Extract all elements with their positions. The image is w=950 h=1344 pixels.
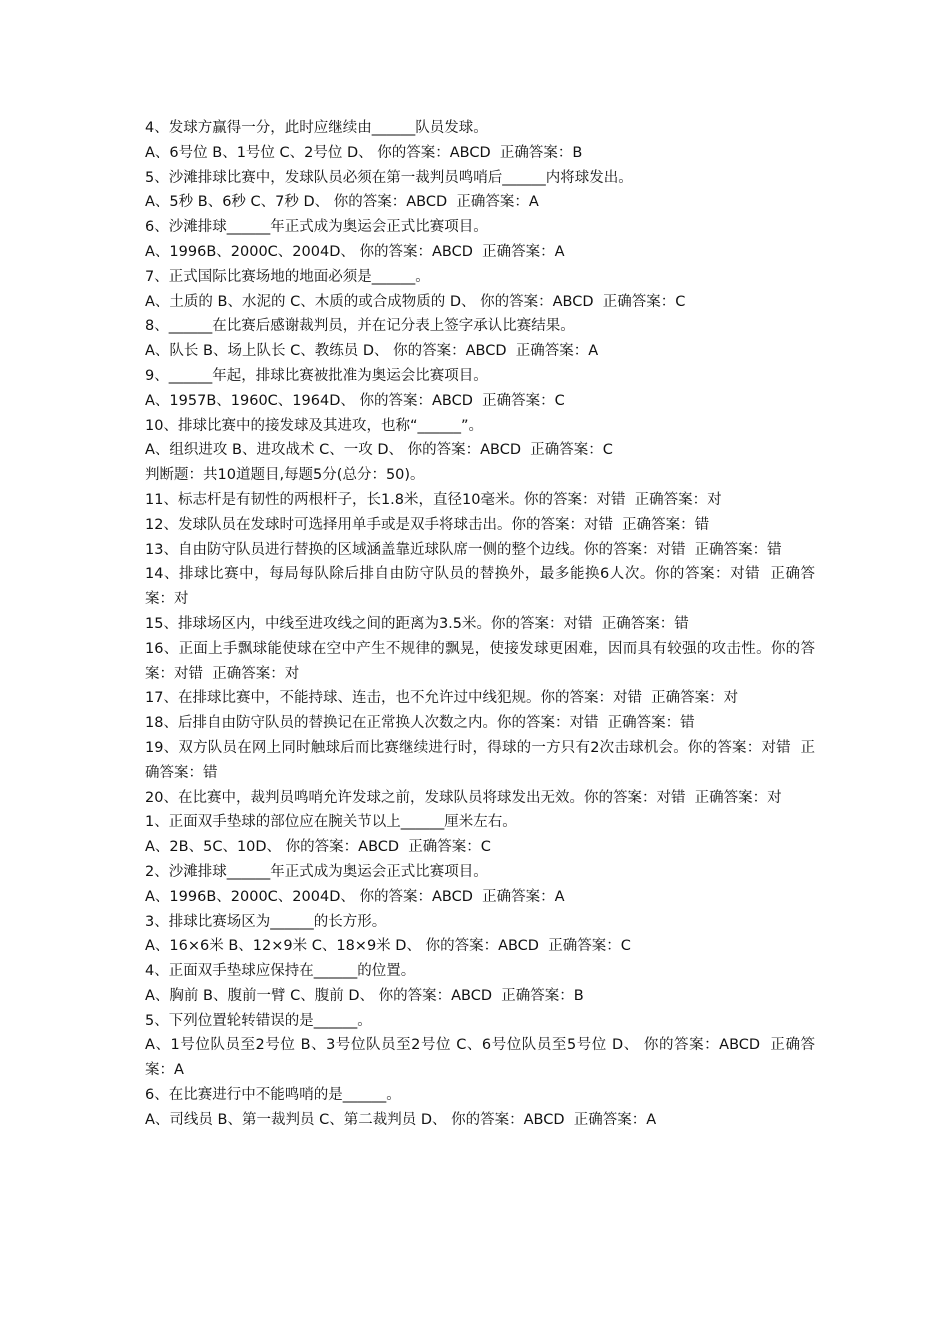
- text-line: 18、后排自由防守队员的替换记在正常换人次数之内。你的答案：对错 正确答案：错: [145, 715, 695, 732]
- text-line: A、1号位队员至2号位 B、3号位队员至2号位 C、6号位队员至5号位 D、 你的答案：ABCD 正确答案：A: [145, 1037, 815, 1079]
- text-line: 4、正面双手垫球应保持在______的位置。: [145, 963, 416, 980]
- text-line: 3、排球比赛场区为______的长方形。: [145, 913, 387, 930]
- text-line: 19、双方队员在网上同时触球后而比赛继续进行时，得球的一方只有2次击球机会。你的答案：对错 正确答案：错: [145, 739, 815, 781]
- text-line: 16、正面上手飘球能使球在空中产生不规律的飘晃，使接发球更困难，因而具有较强的攻击性。你的答案：对错 正确答案：对: [145, 640, 815, 682]
- text-line: 8、______在比赛后感谢裁判员，并在记分表上签字承认比赛结果。: [145, 318, 575, 335]
- text-line: 20、在比赛中，裁判员鸣哨允许发球之前，发球队员将球发出无效。你的答案：对错 正确答案：对: [145, 789, 782, 806]
- text-line: 12、发球队员在发球时可选择用单手或是双手将球击出。你的答案：对错 正确答案：错: [145, 516, 710, 533]
- text-line: A、队长 B、场上队长 C、教练员 D、 你的答案：ABCD 正确答案：A: [145, 343, 599, 360]
- text-line: A、2B、5C、10D、 你的答案：ABCD 正确答案：C: [145, 839, 491, 856]
- text-line: 15、排球场区内，中线至进攻线之间的距离为3.5米。你的答案：对错 正确答案：错: [145, 615, 689, 632]
- text-line: 4、发球方赢得一分，此时应继续由______队员发球。: [145, 120, 488, 136]
- text-line: A、组织进攻 B、进攻战术 C、一攻 D、 你的答案：ABCD 正确答案：C: [145, 442, 613, 459]
- text-line: 判断题：共10道题目,每题5分(总分：50)。: [145, 467, 425, 484]
- text-line: A、1957B、1960C、1964D、 你的答案：ABCD 正确答案：C: [145, 392, 565, 409]
- text-line: A、1996B、2000C、2004D、 你的答案：ABCD 正确答案：A: [145, 888, 565, 905]
- document-page: [145, 116, 815, 1133]
- text-line: 10、排球比赛中的接发球及其进攻，也称“______”。: [145, 417, 483, 434]
- text-line: 9、______年起，排球比赛被批准为奥运会比赛项目。: [145, 367, 488, 384]
- text-line: A、5秒 B、6秒 C、7秒 D、 你的答案：ABCD 正确答案：A: [145, 194, 539, 211]
- text-line: 6、沙滩排球______年正式成为奥运会正式比赛项目。: [145, 219, 488, 236]
- text-line: 11、标志杆是有韧性的两根杆子，长1.8米，直径10毫米。你的答案：对错 正确答案：对: [145, 491, 722, 508]
- text-line: 17、在排球比赛中，不能持球、连击，也不允许过中线犯规。你的答案：对错 正确答案：对: [145, 690, 739, 707]
- text-line: 1、正面双手垫球的部位应在腕关节以上______厘米左右。: [145, 814, 517, 831]
- text-line: A、1996B、2000C、2004D、 你的答案：ABCD 正确答案：A: [145, 243, 565, 260]
- text-line: A、司线员 B、第一裁判员 C、第二裁判员 D、 你的答案：ABCD 正确答案：A: [145, 1111, 657, 1128]
- text-line: 7、正式国际比赛场地的地面必须是______。: [145, 268, 430, 285]
- text-line: 6、在比赛进行中不能鸣哨的是______。: [145, 1087, 401, 1104]
- text-line: A、6号位 B、1号位 C、2号位 D、 你的答案：ABCD 正确答案：B: [145, 144, 583, 161]
- text-line: 5、沙滩排球比赛中，发球队员必须在第一裁判员鸣哨后______内将球发出。: [145, 169, 633, 186]
- text-line: A、16×6米 B、12×9米 C、18×9米 D、 你的答案：ABCD 正确答案：C: [145, 938, 631, 955]
- text-line: A、土质的 B、水泥的 C、木质的或合成物质的 D、 你的答案：ABCD 正确答案：C: [145, 293, 686, 310]
- text-line: 5、下列位置轮转错误的是______。: [145, 1012, 372, 1029]
- text-line: A、胸前 B、腹前一臂 C、腹前 D、 你的答案：ABCD 正确答案：B: [145, 987, 584, 1004]
- text-line: 13、自由防守队员进行替换的区域涵盖靠近球队席一侧的整个边线。你的答案：对错 正确答案：错: [145, 541, 782, 558]
- text-line: 14、排球比赛中，每局每队除后排自由防守队员的替换外，最多能换6人次。你的答案：对错 正确答案：对: [145, 566, 815, 608]
- text-line: 2、沙滩排球______年正式成为奥运会正式比赛项目。: [145, 863, 488, 880]
